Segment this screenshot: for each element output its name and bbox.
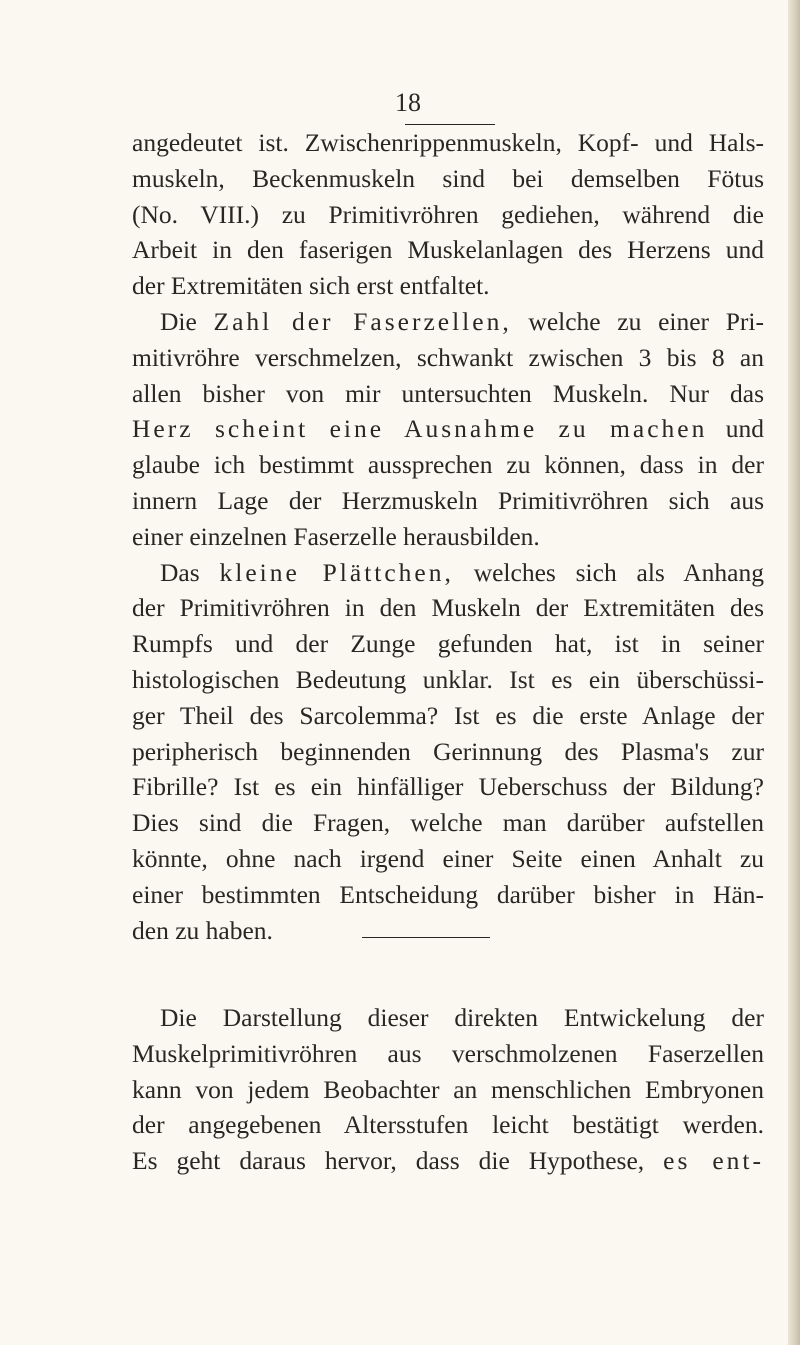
text-line: innern Lage der Herzmuskeln Primitivröhren sich aus bbox=[132, 485, 764, 515]
text-line: allen bisher von mir untersuchten Muskeln. Nur das bbox=[132, 378, 764, 408]
text-line: Die Darstellung dieser direkten Entwickelung der bbox=[160, 1003, 764, 1032]
text-line: ger Theil des Sarcolemma? Ist es die erste Anlage der bbox=[132, 700, 764, 730]
text-run: und bbox=[707, 414, 764, 444]
text-line: glaube ich bestimmt aussprechen zu können, dass in der bbox=[132, 450, 764, 480]
text-line: den zu haben. bbox=[132, 915, 273, 945]
lower-text-block bbox=[132, 1000, 764, 1179]
text-run: Es geht daraus hervor, dass die Hypothese, bbox=[132, 1146, 664, 1176]
text-line: der Primitivröhren in den Muskeln der Extremitäten des bbox=[132, 593, 764, 623]
spaced-emphasis: es ent- bbox=[663, 1146, 764, 1176]
text-line bbox=[132, 555, 764, 591]
text-line: Dies sind die Fragen, welche man darüber aufstellen bbox=[132, 808, 764, 838]
section-divider-rule bbox=[362, 937, 490, 938]
text-line: Rumpfs und der Zunge gefunden hat, ist in seiner bbox=[132, 629, 764, 659]
text-line: der Extremitäten sich erst entfaltet. bbox=[132, 271, 490, 301]
text-line: kann von jedem Beobachter an menschlichen Embryonen bbox=[132, 1074, 764, 1104]
page-edge-shadow bbox=[788, 0, 800, 1345]
text-line: könnte, ohne nach irgend einer Seite einen Anhalt zu bbox=[132, 843, 764, 873]
text-line bbox=[132, 304, 764, 340]
upper-text-block bbox=[132, 125, 764, 948]
text-line: peripherisch beginnenden Gerinnung des Plasma's zur bbox=[132, 736, 764, 766]
text-run: welche zu einer Pri- bbox=[511, 306, 764, 336]
text-line: mitivröhre verschmelzen, schwankt zwischen 3 bis 8 an bbox=[132, 342, 764, 372]
text-line bbox=[132, 1143, 764, 1179]
text-run: Das bbox=[160, 557, 220, 587]
text-run: welches sich als Anhang bbox=[453, 557, 764, 587]
text-line: der angegebenen Altersstufen leicht bestätigt werden. bbox=[132, 1110, 764, 1140]
spaced-emphasis: Herz scheint eine Ausnahme zu machen bbox=[132, 414, 708, 444]
spaced-emphasis: kleine Plättchen, bbox=[219, 557, 454, 587]
page-number: 18 bbox=[395, 88, 421, 117]
paragraph-1 bbox=[132, 125, 764, 304]
text-line: muskeln, Beckenmuskeln sind bei demselben Fötus bbox=[132, 163, 764, 193]
text-line: einer einzelnen Faserzelle herausbilden. bbox=[132, 521, 540, 551]
text-line: Muskelprimitivröhren aus verschmolzenen Faserzellen bbox=[132, 1038, 764, 1068]
text-line bbox=[132, 411, 764, 447]
text-line: Arbeit in den faserigen Muskelanlagen des Herzens und bbox=[132, 235, 764, 265]
text-line: einer bestimmten Entscheidung darüber bisher in Hän- bbox=[132, 879, 764, 909]
text-line: angedeutet ist. Zwischenrippenmuskeln, Kopf- und Hals- bbox=[132, 128, 764, 157]
text-line: histologischen Bedeutung unklar. Ist es ein überschüssi- bbox=[132, 664, 764, 694]
text-line: Fibrille? Ist es ein hinfälliger Ueberschuss der Bildung? bbox=[132, 772, 764, 802]
spaced-emphasis: Zahl der Faserzellen, bbox=[213, 306, 512, 336]
paragraph-2 bbox=[132, 304, 764, 555]
text-run: Die bbox=[160, 306, 214, 336]
text-line: (No. VIII.) zu Primitivröhren gediehen, während die bbox=[132, 199, 764, 229]
paragraph-4 bbox=[132, 1000, 764, 1179]
paragraph-3 bbox=[132, 555, 764, 949]
